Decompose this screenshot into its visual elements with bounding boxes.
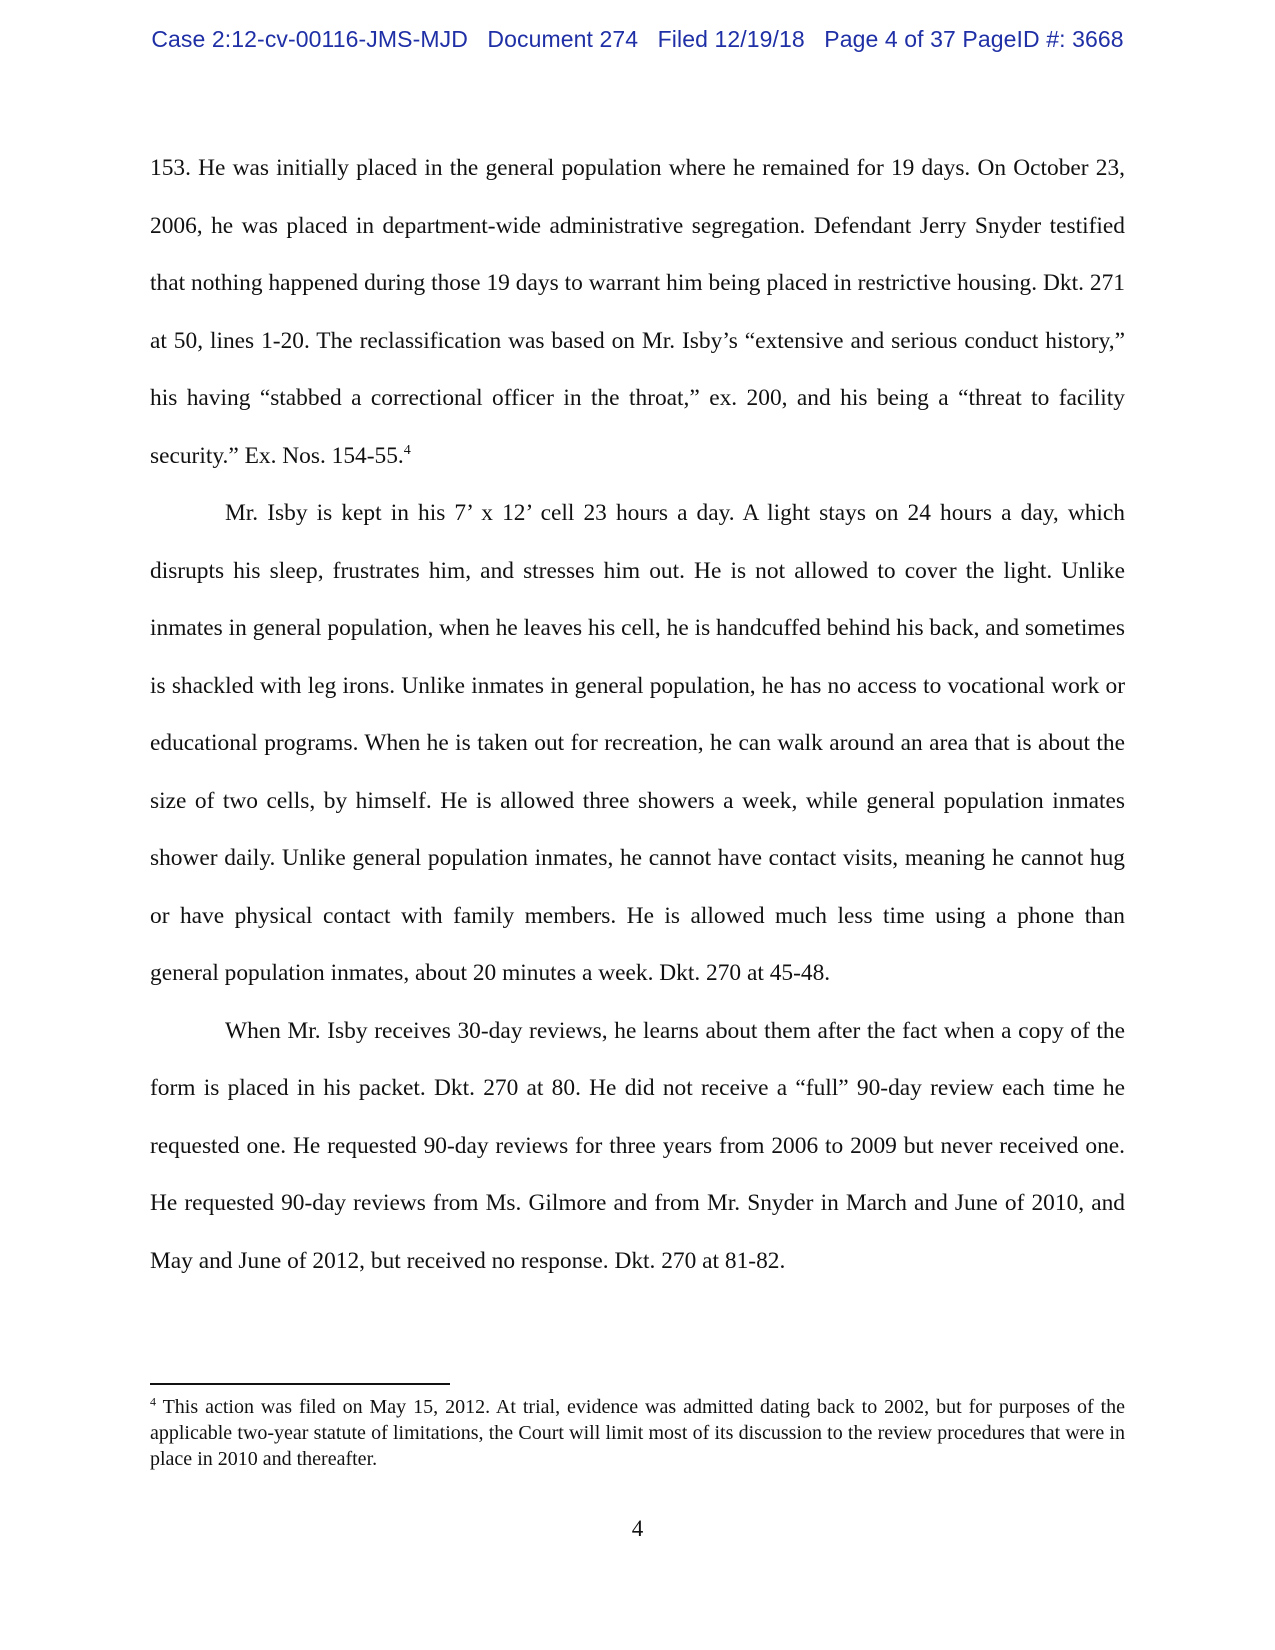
footnote-marker: 4 (150, 1394, 156, 1409)
paragraph-3: When Mr. Isby receives 30-day reviews, he learns about them after the fact when a copy of the form is placed in his packet. Dkt. 270 at 80. He did not receive a “full” 90-day review each time he requested one. He requested 90-day reviews for three years from 2006 to 2009 but never received one. He requested 90-day reviews from Ms. Gilmore and from Mr. Snyder in March and June of 2010, and May and June of 2012, but received no response. Dkt. 270 at 81-82. (150, 1017, 1125, 1274)
case-header: Case 2:12-cv-00116-JMS-MJD Document 274 Filed 12/19/18 Page 4 of 37 PageID #: 3668 (151, 26, 1124, 52)
document-body (150, 140, 1125, 1290)
paragraph-1 (150, 140, 1125, 485)
footnote-text: This action was filed on May 15, 2012. At trial, evidence was admitted dating back to 2002, but for purposes of the applicable two-year statute of limitations, the Court will limit most of its discussion to the review procedures that were in place in 2010 and thereafter. (150, 1396, 1125, 1470)
paragraph-1-text: 153. He was initially placed in the general population where he remained for 19 days. On October 23, 2006, he was placed in department-wide administrative segregation. Defendant Jerry Snyder testified that nothing happened during those 19 days to warrant him being placed in restrictive housing. Dkt. 271 at 50, lines 1-20. The reclassification was based on Mr. Isby’s “extensive and serious conduct history,” his having “stabbed a correctional officer in the throat,” ex. 200, and his being a “threat to facility security.” Ex. Nos. 154-55. (150, 155, 1125, 469)
page-number: 4 (631, 1516, 644, 1541)
footnote-divider (150, 1383, 450, 1385)
paragraph-2: Mr. Isby is kept in his 7’ x 12’ cell 23 hours a day. A light stays on 24 hours a day, which disrupts his sleep, frustrates him, and stresses him out. He is not allowed to cover the light. Unlike inmates in general population, when he leaves his cell, he is handcuffed behind his back, and sometimes is shackled with leg irons. Unlike inmates in general population, he has no access to vocational work or educational programs. When he is taken out for recreation, he can walk around an area that is about the size of two cells, by himself. He is allowed three showers a week, while general population inmates shower daily. Unlike general population inmates, he cannot have contact visits, meaning he cannot hug or have physical contact with family members. He is allowed much less time using a phone than general population inmates, about 20 minutes a week. Dkt. 270 at 45-48. (150, 500, 1125, 986)
footnote-reference: 4 (403, 442, 411, 458)
footnote (150, 1394, 1125, 1472)
